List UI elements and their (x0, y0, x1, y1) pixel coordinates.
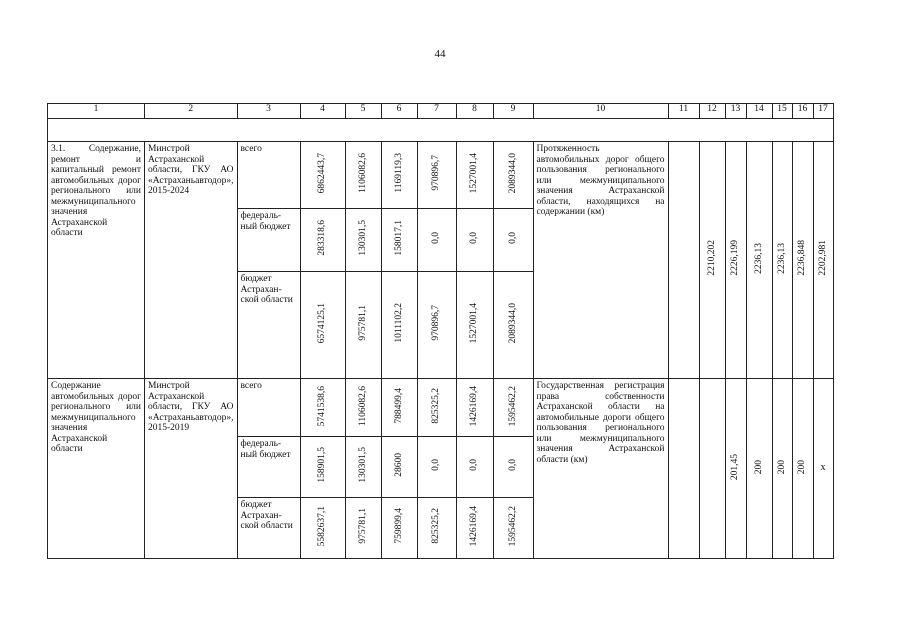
col-header: 14 (746, 104, 772, 119)
measure-name: 3.1. Содержание, ремонт и капитальный ремонт автомобильных дорог регионального или межмуниципального значения Астраханской области (48, 142, 145, 379)
value-cell: 158017,1 (381, 209, 417, 272)
value-cell: 0,0 (493, 209, 533, 272)
value-cell: 0,0 (456, 437, 493, 498)
target-cell (668, 142, 699, 379)
program-table (47, 103, 834, 559)
value-cell: 788499,4 (381, 379, 417, 437)
value-cell: 1527001,4 (456, 142, 493, 209)
target-cell: 200 (792, 379, 813, 559)
value-cell: 0,0 (493, 437, 533, 498)
value-cell: 1527001,4 (456, 272, 493, 379)
target-cell: 201,45 (725, 379, 746, 559)
value-cell: 6574125,1 (300, 272, 345, 379)
col-header: 16 (792, 104, 813, 119)
col-header: 6 (381, 104, 417, 119)
value-cell: 5741538,6 (300, 379, 345, 437)
value-cell: 1169119,3 (381, 142, 417, 209)
source-label: всего (237, 142, 300, 209)
value-cell: 825325,2 (417, 379, 456, 437)
col-header: 13 (725, 104, 746, 119)
value-cell: 1595462,2 (493, 379, 533, 437)
col-header: 2 (145, 104, 238, 119)
source-label: бюджет Астрахан-ской области (237, 272, 300, 379)
value-cell: 6862443,7 (300, 142, 345, 209)
value-cell: 0,0 (417, 209, 456, 272)
col-header: 9 (493, 104, 533, 119)
target-cell: 2202,981 (813, 142, 833, 379)
target-cell: 2226,199 (725, 142, 746, 379)
value-cell: 759899,4 (381, 498, 417, 559)
value-cell: 283318,6 (300, 209, 345, 272)
value-cell: 130301,5 (345, 209, 381, 272)
target-cell: 2236,848 (792, 142, 813, 379)
target-cell: х (813, 379, 833, 559)
value-cell: 2089344,0 (493, 142, 533, 209)
table-row (48, 142, 834, 209)
target-cell: 200 (746, 379, 772, 559)
source-label: федераль-ный бюджет (237, 437, 300, 498)
value-cell: 1426169,4 (456, 379, 493, 437)
value-cell: 975781,1 (345, 498, 381, 559)
value-cell: 1106082,6 (345, 379, 381, 437)
col-header: 4 (300, 104, 345, 119)
blank-row (48, 119, 834, 142)
value-cell: 0,0 (456, 209, 493, 272)
value-cell: 1426169,4 (456, 498, 493, 559)
value-cell: 1106082,6 (345, 142, 381, 209)
header-row (48, 104, 834, 119)
indicator-cell: Государственная регистрация права собственности Астраханской области на автомобильные дороги общего пользования регионального или межмуниципального значения Астраханской области (км) (533, 379, 668, 559)
source-label: всего (237, 379, 300, 437)
col-header: 11 (668, 104, 699, 119)
value-cell: 130301,5 (345, 437, 381, 498)
indicator-cell: Протяженность автомобильных дорог общего пользования регионального или межмуниципального значения Астраханской области, находящихся на содержании (км) (533, 142, 668, 379)
value-cell: 2089344,0 (493, 272, 533, 379)
value-cell: 1011102,2 (381, 272, 417, 379)
target-cell: 2210,202 (699, 142, 725, 379)
value-cell: 28600 (381, 437, 417, 498)
target-cell: 2236,13 (746, 142, 772, 379)
executor-cell: Минстрой Астраханской области, ГКУ АО «Астраханьавтодор», 2015-2019 (145, 379, 238, 559)
value-cell: 970896,7 (417, 142, 456, 209)
value-cell: 0,0 (417, 437, 456, 498)
value-cell: 158901,5 (300, 437, 345, 498)
col-header: 1 (48, 104, 145, 119)
value-cell: 975781,1 (345, 272, 381, 379)
target-cell (668, 379, 699, 559)
col-header: 5 (345, 104, 381, 119)
page-number: 44 (434, 48, 446, 60)
value-cell: 1595462,2 (493, 498, 533, 559)
target-cell: 2236,13 (772, 142, 792, 379)
target-cell: 200 (772, 379, 792, 559)
executor-cell: Минстрой Астраханской области, ГКУ АО «Астраханьавтодор», 2015-2024 (145, 142, 238, 379)
col-header: 3 (237, 104, 300, 119)
col-header: 15 (772, 104, 792, 119)
col-header: 8 (456, 104, 493, 119)
source-label: бюджет Астрахан-ской области (237, 498, 300, 559)
col-header: 17 (813, 104, 833, 119)
value-cell: 5582637,1 (300, 498, 345, 559)
col-header: 10 (533, 104, 668, 119)
col-header: 12 (699, 104, 725, 119)
table-row (48, 379, 834, 437)
target-cell (699, 379, 725, 559)
measure-name: Содержание автомобильных дорог регионального или межмуниципального значения Астраханской области (48, 379, 145, 559)
value-cell: 825325,2 (417, 498, 456, 559)
col-header: 7 (417, 104, 456, 119)
source-label: федераль-ный бюджет (237, 209, 300, 272)
value-cell: 970896,7 (417, 272, 456, 379)
